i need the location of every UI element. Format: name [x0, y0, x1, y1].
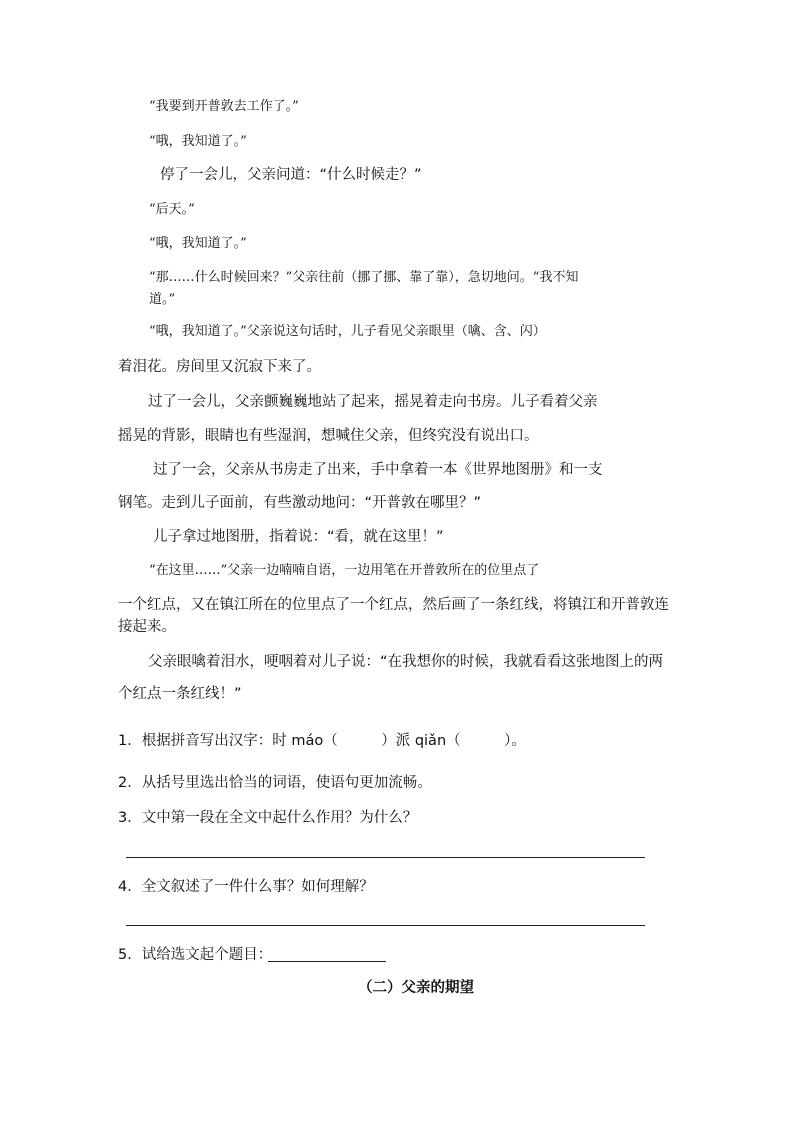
passage-line: “哦，我知道了。” — [149, 236, 247, 251]
passage-line: “我要到开普敦去工作了。” — [149, 99, 299, 114]
question-4: 4．全文叙述了一件什么事？如何理解？ — [118, 879, 374, 895]
question-3: 3．文中第一段在全文中起什么作用？为什么？ — [118, 810, 418, 826]
answer-line-3[interactable] — [126, 857, 645, 858]
passage-line: 停了一会儿，父亲问道：“什么时候走？” — [160, 167, 422, 183]
passage-line: “哦，我知道了。”父亲说这句话时，儿子看见父亲眼里（噙、含、闪） — [149, 324, 546, 339]
passage-line: 接起来。 — [118, 619, 176, 635]
passage-line: 一个红点，又在镇江所在的位里点了一个红点，然后画了一条红线，将镇江和开普敦连 — [118, 597, 669, 613]
passage-line: 父亲眼噙着泪水，哽咽着对儿子说：“在我想你的时候，我就看看这张地图上的两 — [148, 654, 664, 670]
passage-line: “在这里……”父亲一边喃喃自语，一边用笔在开普敦所在的位里点了 — [149, 563, 540, 578]
passage-line: 个红点一条红线！” — [118, 686, 242, 702]
question-2: 2．从括号里选出恰当的词语，使语句更加流畅。 — [118, 775, 432, 791]
passage-line: 过了一会，父亲从书房走了出来，手中拿着一本《世界地图册》和一支 — [153, 462, 603, 478]
section-title: （二）父亲的期望 — [358, 980, 474, 996]
passage-line: “后天。” — [149, 202, 195, 217]
title-answer-line[interactable] — [268, 961, 386, 962]
answer-line-4[interactable] — [126, 925, 645, 926]
question-1: 1．根据拼音写出汉字：时 máo（ ）派 qiǎn（ ）。 — [118, 733, 526, 749]
passage-line: 着泪花。房间里又沉寂下来了。 — [118, 359, 321, 375]
question-5: 5．试给选文起个题目： — [118, 947, 273, 963]
passage-line: 儿子拿过地图册，指着说：“看，就在这里！” — [153, 529, 444, 545]
passage-line: “那……什么时候回来？”父亲往前（挪了挪、靠了靠），急切地问。“我不知 — [149, 270, 579, 285]
passage-line: 道。” — [149, 292, 176, 307]
passage-line: 钢笔。走到儿子面前，有些激动地问：“开普敦在哪里？” — [118, 495, 482, 511]
passage-line: “哦，我知道了。” — [149, 134, 247, 149]
passage-line: 过了一会儿，父亲颤巍巍地站了起来，摇晃着走向书房。儿子看着父亲 — [148, 394, 598, 410]
passage-line: 摇晃的背影，眼睛也有些湿润，想喊住父亲，但终究没有说出口。 — [118, 428, 539, 444]
